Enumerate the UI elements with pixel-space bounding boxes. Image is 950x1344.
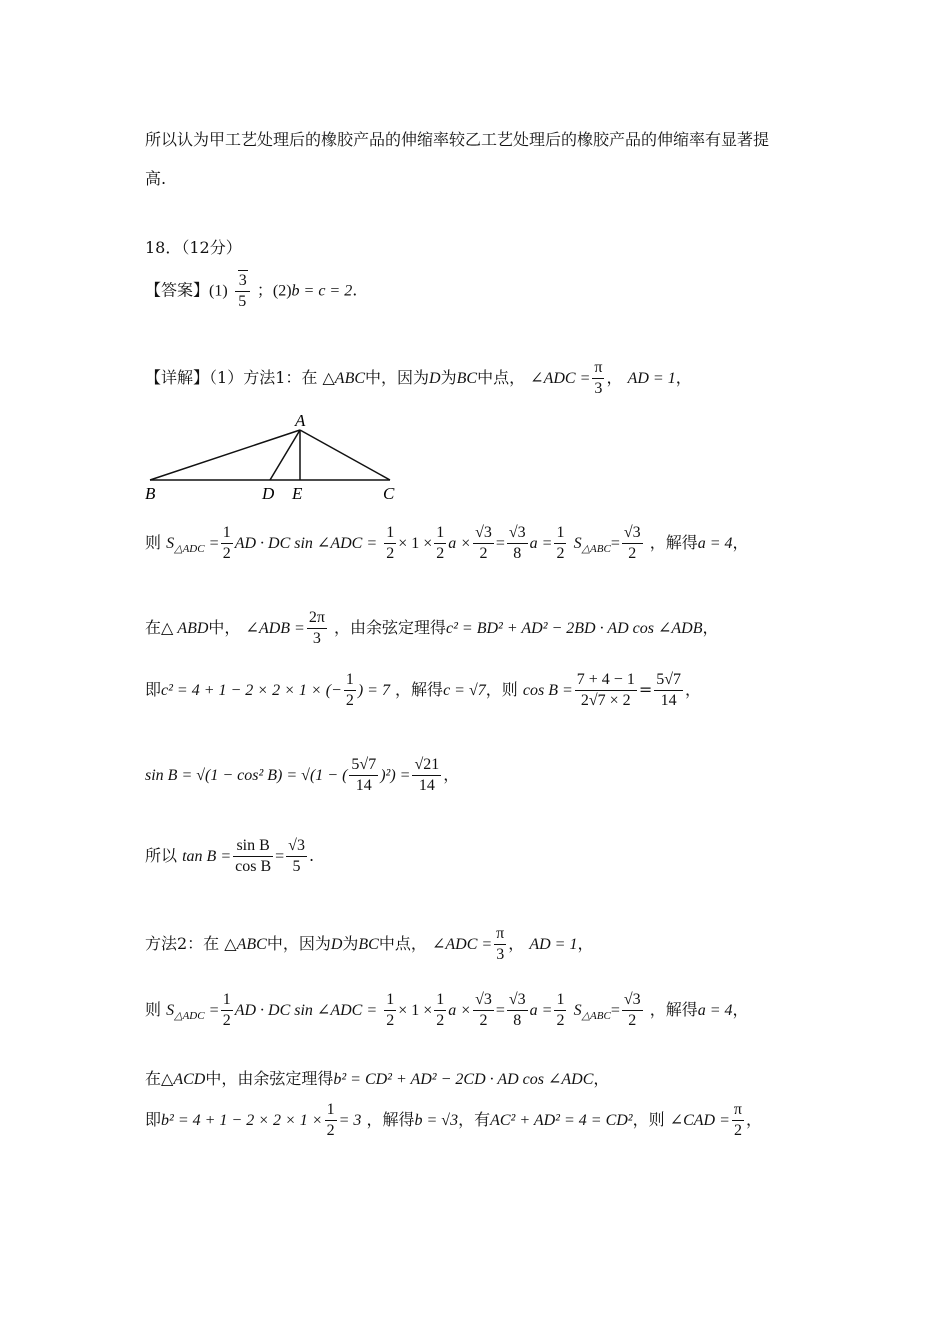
segment-AB — [150, 430, 300, 480]
m1-S-adc: $S_{\triangle ADC}$ — [166, 535, 205, 556]
m2-acd-end: ， — [593, 1069, 610, 1088]
m2-triangle: △ABC — [224, 936, 267, 953]
m2-end: ， — [577, 934, 594, 953]
answer-frac-num: 3 — [238, 272, 247, 289]
m1-c-result: c = √7 — [443, 682, 486, 699]
detail-text: （1）方法1：在 — [209, 368, 318, 387]
m2-line: 方法2：在 △ABC中，因为D为BC中点， ∠ADC = $\frac{\pi}{3}$ ， AD = 1， — [145, 925, 594, 963]
detail-AD: AD = 1 — [627, 370, 676, 387]
label-C: C — [383, 484, 395, 503]
m1-cos-tri: △ ABD — [161, 620, 209, 637]
detail-pi: π — [592, 358, 604, 379]
segment-AC — [300, 430, 390, 480]
detail-angle-frac — [592, 358, 604, 399]
m2-b-then: ，则 — [632, 1110, 665, 1129]
m1-cos-formula: c² = BD² + AD² − 2BD · AD cos ∠ADB — [446, 620, 703, 637]
m2-eq2: = — [495, 1002, 505, 1019]
m2-a-eq: a = — [529, 1002, 553, 1019]
m1-cosB-label: cos B = — [522, 682, 573, 699]
m2-b-expr: b² = 4 + 1 − 2 × 2 × 1 × — [161, 1112, 323, 1129]
m1-c-solve: ，解得 — [395, 680, 444, 699]
detail-t3: 为 — [440, 368, 457, 387]
m1-tan-prefix: 所以 — [145, 846, 178, 865]
m2-acd-prefix: 在 — [145, 1069, 162, 1088]
detail-triangle: △ABC — [322, 370, 366, 387]
m1-sqrt3-8: $\frac{√3}{8}$ — [508, 524, 526, 562]
m2-area-result: a = 4 — [697, 1002, 733, 1019]
m2-area-suffix: ，解得 — [649, 1000, 698, 1019]
m2-b-half: $\frac{1}{2}$ — [326, 1101, 335, 1139]
intro-text-line1: 所以认为甲工艺处理后的橡胶产品的伸缩率较乙工艺处理后的橡胶产品的伸缩率有显著提 — [145, 130, 770, 149]
label-E: E — [292, 484, 303, 503]
m2-t4: 中点， — [378, 934, 427, 953]
m2-t3: 为 — [342, 934, 359, 953]
m1-cos-angle: ∠ADB = — [245, 620, 305, 637]
m2-area-prefix: 则 — [145, 1000, 162, 1019]
m2-b-line — [145, 1100, 762, 1141]
m2-half3: $\frac{1}{2}$ — [436, 991, 445, 1029]
answer-label: 【答案】 — [145, 280, 210, 300]
m2-S-adc: $S_{\triangle ADC}$ — [166, 1002, 205, 1023]
answer-part1: (1) — [209, 282, 228, 300]
m2-AD: AD = 1 — [529, 936, 578, 953]
m1-S-abc: $S_{\triangle ABC}$ — [573, 535, 611, 556]
m1-sinB-res: $\frac{√21}{14}$ — [414, 756, 440, 794]
m1-times: × 1 × — [398, 535, 433, 552]
m2-sqrt3-2: $\frac{√3}{2}$ — [475, 991, 492, 1029]
m1-area-line — [145, 523, 749, 564]
answer-fraction — [235, 270, 250, 312]
m1-area-prefix: 则 — [145, 533, 162, 552]
m2-area-line — [145, 990, 749, 1031]
detail-D: D — [429, 370, 441, 387]
m1-c-expr: c² = 4 + 1 − 2 × 2 × 1 × (− — [161, 682, 342, 699]
m1-cos-prefix: 在 — [145, 618, 162, 637]
m2-b-solve: ，解得 — [366, 1110, 415, 1129]
m2-half2: $\frac{1}{2}$ — [386, 991, 395, 1029]
m2-sqrt3-2b: $\frac{√3}{2}$ — [623, 991, 641, 1029]
m1-half3: $\frac{1}{2}$ — [436, 524, 445, 562]
problem-header: 18．（12分） — [145, 238, 242, 257]
m2-BC: BC — [358, 936, 379, 953]
m2-area-end: ， — [732, 1000, 749, 1019]
answer-end: . — [352, 280, 358, 300]
m2-half: $\frac{1}{2}$ — [222, 991, 231, 1029]
m2-S-abc: $S_{\triangle ABC}$ — [573, 1002, 611, 1023]
label-A: A — [295, 411, 306, 430]
m2-half4: $\frac{1}{2}$ — [556, 991, 565, 1029]
m1-eq: = — [209, 535, 219, 552]
m1-sinB-frac: $\frac{5√7}{14}$ — [351, 756, 377, 794]
detail-angle: ∠ADC = — [530, 370, 591, 387]
m1-tan-label: tan B = — [182, 848, 232, 865]
m1-a-eq: a = — [529, 535, 553, 552]
m1-tan-end: . — [308, 846, 315, 865]
detail-label: 【详解】 — [145, 368, 210, 387]
m2-eq3: = — [610, 1002, 620, 1019]
m1-cosB-res: $\frac{5√7}{14}$ — [656, 671, 681, 709]
m2-b-angle: ∠CAD = — [669, 1112, 730, 1129]
m1-c-line: 即c² = 4 + 1 − 2 × 2 × 1 × (− $\frac{1}{2}$ ) = 7 ，解得c = √7，则 cos B = $\frac{7 + 4 - 1}{2√7 \times 2}$ = $\frac{5√7}{14}$ ， — [145, 671, 702, 709]
m1-sqrt3-2: $\frac{√3}{2}$ — [475, 524, 492, 562]
m1-area-suffix: ，解得 — [649, 533, 698, 552]
answer-line — [145, 270, 357, 312]
intro-text-line2: 高. — [145, 169, 167, 188]
m2-acd-tri: △ACD — [161, 1071, 206, 1088]
detail-t2: 中，因为 — [365, 368, 430, 387]
answer-part2-expr: b = c = 2 — [291, 282, 353, 300]
detail-t4: 中点， — [477, 368, 526, 387]
m2-title: 方法2：在 — [145, 934, 220, 953]
m1-area-result: a = 4 — [697, 535, 733, 552]
m2-acd-line — [145, 1066, 609, 1089]
label-D: D — [262, 484, 275, 503]
m1-sinB-line — [145, 755, 459, 796]
m1-c-half: $\frac{1}{2}$ — [345, 671, 354, 709]
m1-cos-line — [145, 608, 719, 649]
m1-area-end: ， — [732, 533, 749, 552]
m1-sinB-end: ， — [443, 765, 460, 784]
m2-b-end: ， — [745, 1110, 762, 1129]
m1-cosB-end: ， — [685, 680, 702, 699]
m2-sqrt3-8: $\frac{√3}{8}$ — [508, 991, 526, 1029]
m2-angle: ∠ADC = — [431, 936, 493, 953]
m1-tan-line — [145, 836, 314, 877]
m1-sqrt3-2b: $\frac{√3}{2}$ — [623, 524, 641, 562]
m1-ji: 即 — [145, 680, 162, 699]
m1-half4: $\frac{1}{2}$ — [556, 524, 565, 562]
m2-acd-text: 中，由余弦定理得 — [205, 1069, 334, 1088]
detail-line — [145, 358, 692, 399]
triangle-figure — [140, 410, 410, 505]
m1-eq2: = — [495, 535, 505, 552]
label-B: B — [145, 484, 156, 503]
detail-comma: ， — [606, 368, 623, 387]
detail-BC: BC — [456, 370, 478, 387]
m1-ad-dc: AD · DC sin ∠ADC = — [234, 535, 378, 552]
m2-eq: = — [209, 1002, 219, 1019]
answer-frac-den: 5 — [238, 293, 247, 310]
m1-sinB-mid: )²) = — [380, 767, 411, 784]
m1-half2: $\frac{1}{2}$ — [386, 524, 395, 562]
m1-half: $\frac{1}{2}$ — [222, 524, 231, 562]
m1-sinB-label: sin B = √(1 − cos² B) = √(1 − ( — [145, 767, 348, 784]
answer-part2: ；(2) — [256, 282, 292, 300]
detail-three: 3 — [594, 380, 603, 397]
m2-ad-dc: AD · DC sin ∠ADC = — [234, 1002, 378, 1019]
m2-a-times: a × — [448, 1002, 472, 1019]
m1-cos-mid: 中， — [208, 618, 241, 637]
m1-tan-res: $\frac{√3}{5}$ — [288, 837, 305, 875]
detail-end: ， — [675, 368, 692, 387]
m1-cos-frac: $\frac{2\pi}{3}$ — [308, 609, 325, 647]
m2-b-pyth: AC² + AD² = 4 = CD² — [490, 1112, 633, 1129]
segment-AD — [270, 430, 300, 480]
m2-b-have: ，有 — [458, 1110, 491, 1129]
m1-a-times: a × — [448, 535, 472, 552]
m2-ji: 即 — [145, 1110, 162, 1129]
m1-cos-text: ，由余弦定理得 — [334, 618, 447, 637]
m1-eq3: = — [610, 535, 620, 552]
m1-cosB-frac: $\frac{7 + 4 - 1}{2√7 \times 2}$ — [576, 671, 635, 709]
m1-cos-end: ， — [702, 618, 719, 637]
m2-b-frac: $\frac{\pi}{2}$ — [733, 1101, 742, 1139]
m1-tan-eq: = — [275, 848, 285, 865]
m2-b-expr-end: = 3 — [338, 1112, 362, 1129]
m2-angle-frac: $\frac{\pi}{3}$ — [496, 925, 505, 963]
m1-c-expr-end: ) = 7 — [357, 682, 390, 699]
m2-times: × 1 × — [398, 1002, 433, 1019]
m2-t2: 中，因为 — [266, 934, 331, 953]
m2-b-result: b = √3 — [414, 1112, 459, 1129]
m2-acd-formula: b² = CD² + AD² − 2CD · AD cos ∠ADC — [333, 1071, 594, 1088]
m1-tan-frac: $\frac{\text{sin B}}{\text{cos B}}$ — [235, 837, 272, 875]
m1-c-then: ，则 — [485, 680, 518, 699]
m2-D: D — [330, 936, 343, 953]
